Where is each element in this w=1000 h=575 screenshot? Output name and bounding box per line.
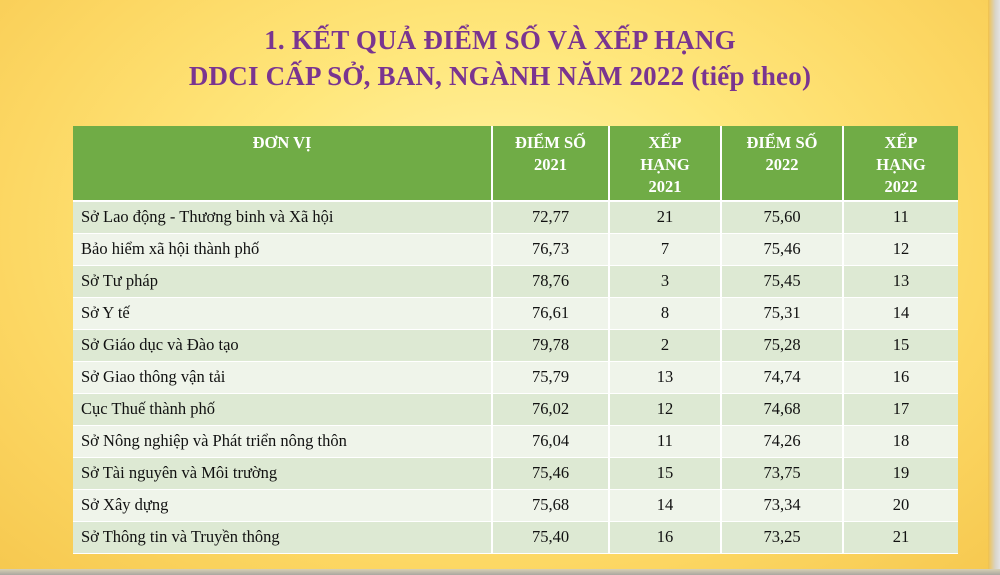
cell-score-2021: 75,68 [492,489,609,521]
title-line-2: DDCI CẤP SỞ, BAN, NGÀNH NĂM 2022 (tiếp theo) [188,61,812,91]
cell-unit: Sở Tài nguyên và Môi trường [73,457,492,489]
cell-score-2021: 75,40 [492,521,609,553]
cell-rank-2022: 16 [843,361,958,393]
cell-rank-2021: 2 [609,329,721,361]
cell-rank-2022: 11 [843,201,958,233]
header-unit-label: ĐƠN VỊ [252,133,312,152]
header-rank-2021-line3: 2021 [648,177,682,196]
cell-score-2022: 73,34 [721,489,843,521]
table-row [73,233,958,265]
cell-rank-2021: 16 [609,521,721,553]
table-row [73,393,958,425]
cell-unit: Sở Giáo dục và Đào tạo [73,329,492,361]
cell-unit: Sở Nông nghiệp và Phát triển nông thôn [73,425,492,457]
cell-rank-2021: 13 [609,361,721,393]
cell-rank-2021: 15 [609,457,721,489]
cell-score-2022: 73,25 [721,521,843,553]
table-body [73,201,958,553]
table-row [73,329,958,361]
cell-unit: Sở Lao động - Thương binh và Xã hội [73,201,492,233]
cell-score-2022: 74,26 [721,425,843,457]
cell-rank-2021: 3 [609,265,721,297]
table-row [73,489,958,521]
cell-unit: Sở Y tế [73,297,492,329]
cell-score-2022: 75,46 [721,233,843,265]
cell-score-2021: 76,04 [492,425,609,457]
table-header [73,126,958,201]
cell-rank-2022: 17 [843,393,958,425]
cell-score-2022: 75,31 [721,297,843,329]
page-title [0,22,1000,94]
cell-rank-2021: 14 [609,489,721,521]
header-rank-2021-line2: HẠNG [640,155,690,174]
table-row [73,201,958,233]
header-score-2021-line2: 2021 [534,155,567,174]
cell-unit: Bảo hiểm xã hội thành phố [73,233,492,265]
cell-score-2022: 75,28 [721,329,843,361]
header-unit [73,126,492,201]
header-score-2022-line2: 2022 [765,155,799,174]
cell-score-2021: 76,61 [492,297,609,329]
cell-score-2021: 76,73 [492,233,609,265]
table-row [73,457,958,489]
cell-score-2021: 76,02 [492,393,609,425]
cell-unit: Sở Xây dựng [73,489,492,521]
header-rank-2022-line3: 2022 [884,177,918,196]
cell-rank-2021: 12 [609,393,721,425]
header-score-2022-line1: ĐIỂM SỐ [746,133,818,152]
bottom-edge-strip [0,569,1000,575]
header-rank-2022 [843,126,958,201]
cell-unit: Cục Thuế thành phố [73,393,492,425]
header-rank-2022-line1: XẾP [884,133,918,152]
table-row [73,521,958,553]
cell-rank-2022: 21 [843,521,958,553]
cell-rank-2021: 8 [609,297,721,329]
header-row [73,126,958,201]
cell-rank-2021: 21 [609,201,721,233]
header-rank-2021 [609,126,721,201]
header-score-2021 [492,126,609,201]
header-rank-2021-line1: XẾP [648,133,682,152]
cell-score-2021: 78,76 [492,265,609,297]
cell-score-2022: 75,60 [721,201,843,233]
title-line-1: 1. KẾT QUẢ ĐIỂM SỐ VÀ XẾP HẠNG [264,25,736,55]
cell-rank-2021: 7 [609,233,721,265]
table-row [73,425,958,457]
cell-score-2021: 75,79 [492,361,609,393]
table-row [73,297,958,329]
cell-rank-2022: 12 [843,233,958,265]
cell-rank-2022: 19 [843,457,958,489]
table-row [73,265,958,297]
cell-rank-2021: 11 [609,425,721,457]
cell-score-2022: 74,74 [721,361,843,393]
cell-rank-2022: 20 [843,489,958,521]
cell-unit: Sở Giao thông vận tải [73,361,492,393]
cell-rank-2022: 14 [843,297,958,329]
results-table [73,126,958,554]
cell-score-2021: 79,78 [492,329,609,361]
cell-unit: Sở Thông tin và Truyền thông [73,521,492,553]
cell-rank-2022: 13 [843,265,958,297]
cell-unit: Sở Tư pháp [73,265,492,297]
cell-score-2022: 74,68 [721,393,843,425]
right-edge-strip [988,0,1000,575]
table-row [73,361,958,393]
cell-score-2022: 75,45 [721,265,843,297]
cell-score-2021: 75,46 [492,457,609,489]
header-rank-2022-line2: HẠNG [876,155,926,174]
header-score-2022 [721,126,843,201]
cell-score-2021: 72,77 [492,201,609,233]
cell-score-2022: 73,75 [721,457,843,489]
cell-rank-2022: 18 [843,425,958,457]
header-score-2021-line1: ĐIỂM SỐ [514,133,587,152]
cell-rank-2022: 15 [843,329,958,361]
